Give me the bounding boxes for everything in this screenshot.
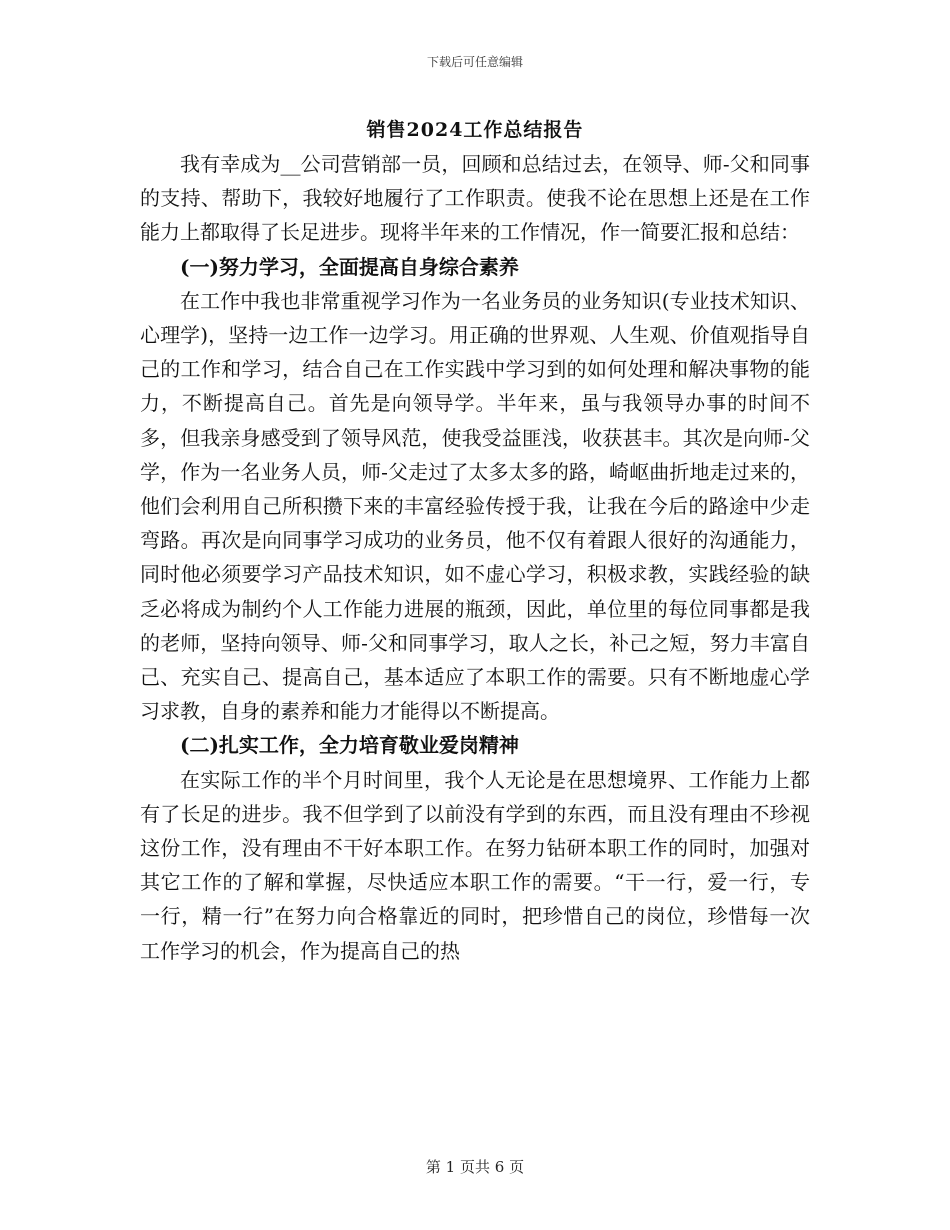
document-body (140, 147, 810, 968)
page-header: 下载后可任意编辑 (426, 55, 523, 69)
document-title: 销售2024工作总结报告 (366, 119, 584, 141)
section-2-paragraph: 在实际工作的半个月时间里，我个人无论是在思想境界、工作能力上都有了长足的进步。我不但学到了以前没有学到的东西，而且没有理由不珍视这份工作，没有理由不干好本职工作。在努力钻研本职工作的同时，加强对其它工作的了解和掌握，尽快适应本职工作的需要。“干一行，爱一行，专一行，精一行”在努力向合格靠近的同时，把珍惜自己的岗位，珍惜每一次工作学习的机会，作为提高自己的热 (140, 767, 810, 963)
section-heading-1: (一)努力学习，全面提高自身综合素养 (180, 254, 519, 279)
intro-paragraph: 我有幸成为__公司营销部一员，回顾和总结过去，在领导、师-父和同事的支持、帮助下，我较好地履行了工作职责。使我不论在思想上还是在工作能力上都取得了长足进步。现将半年来的工作情况，作一简要汇报和总结： (140, 152, 810, 245)
section-heading-2: (二)扎实工作，全力培育敬业爱岗精神 (180, 733, 519, 758)
section-1-paragraph: 在工作中我也非常重视学习作为一名业务员的业务知识(专业技术知识、心理学)，坚持一边工作一边学习。用正确的世界观、人生观、价值观指导自己的工作和学习，结合自己在工作实践中学习到的如何处理和解决事物的能力，不断提高自己。首先是向领导学。半年来，虽与我领导办事的时间不多，但我亲身感受到了领导风范，使我受益匪浅，收获甚丰。其次是向师-父学，作为一名业务人员，师-父走过了太多太多的路，崎岖曲折地走过来的，他们会利用自己所积攒下来的丰富经验传授于我，让我在今后的路途中少走弯路。再次是向同事学习成功的业务员，他不仅有着跟人很好的沟通能力，同时他必须要学习产品技术知识，如不虚心学习，积极求教，实践经验的缺乏必将成为制约个人工作能力进展的瓶颈，因此，单位里的每位同事都是我的老师，坚持向领导、师-父和同事学习，取人之长，补己之短，努力丰富自己、充实自己、提高自己，基本适应了本职工作的需要。只有不断地虚心学习求教，自身的素养和能力才能得以不断提高。 (140, 288, 810, 724)
page-footer: 第 1 页共 6 页 (425, 1158, 525, 1176)
